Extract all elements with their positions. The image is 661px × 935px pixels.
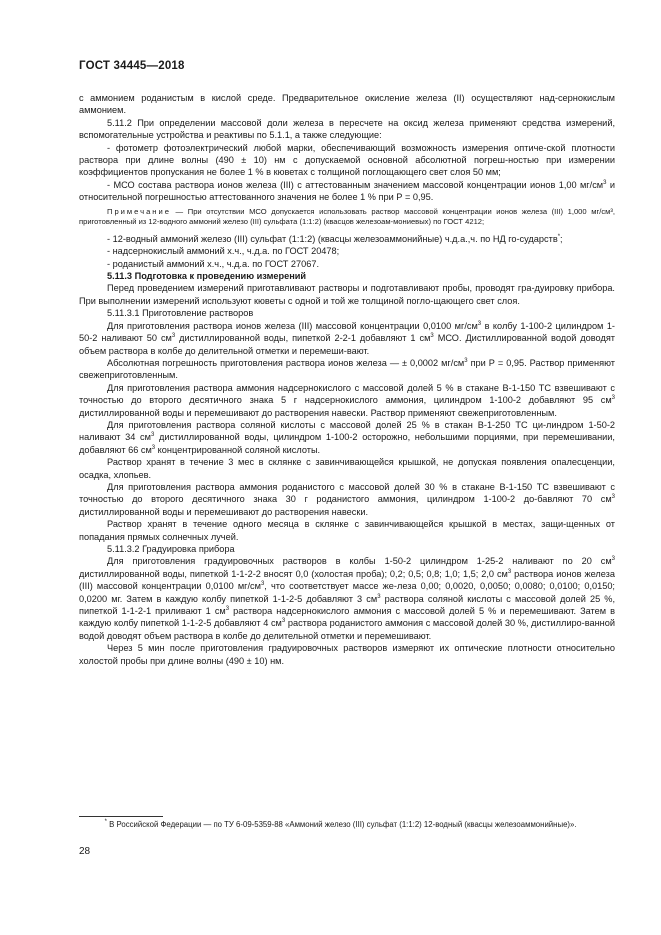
paragraph: Для приготовления градуировочных растворов в колбы 1-50-2 цилиндром 1-25-2 наливают по 20 $см^3$ дистиллированной воды, пипеткой 1-1-2-2 вносят 0,0 (холостая проба); 0,2; 0,5; 0,8; 1,0; 1,5; 2,0 $см^3$ раствора ионов железа (III) массовой концентрации 0,0100 $мг/см^3$, что соответствует массе же-леза 0,00; 0,0020, 0,0050; 0,0080; 0,0100; 0,0150; 0,0200 мг. Затем в каждую колбу пипеткой 1-1-2-5 добавляют 3 $см^3$ раствора соляной кислоты с массовой долей 25 %, пипеткой 1-1-2-1 приливают 1 $см^3$ раствора надсернокислого аммония с массовой долей 5 % и перемешивают. Затем в каждую колбу пипеткой 1-1-2-5 добавляют 4 $см^3$ раствора роданистого аммония с массовой долей 30 %, дистиллиро-ванной водой доводят объем раствора в колбе до делительной отметки и перемешивают. [79, 556, 616, 641]
paragraph: Для приготовления раствора соляной кислоты с массовой долей 25 % в стакан В-1-250 ТС ци-линдром 1-50-2 наливают 34 $см^3$ дистиллированной воды, цилиндром 1-100-2 осторожно, небольшими порциями, при перемешивании, добавляют 66 $см^3$ концентрированной соляной кислоты. [79, 419, 615, 455]
document-body [79, 92, 615, 667]
subsection-heading: 5.11.3.2 Градуировка прибора [107, 544, 235, 554]
paragraph: Для приготовления раствора аммония надсернокислого с массовой долей 5 % в стакане В-1-150 ТС взвешивают с точностью до второго десятичного знака 5 г надсернокислого аммония, цилиндром 1-100-2 добавляют 95 $см^3$ дистиллированной воды и перемешивают до растворения навески. Раствор применяют свежеприготовленным. [79, 382, 615, 418]
paragraph: с аммонием роданистым в кислой среде. Предварительное окисление железа (II) осуществляют над-сернокислым аммонием. [79, 93, 615, 116]
paragraph: Раствор хранят в течение 3 мес в склянке с завинчивающейся крышкой, не допуская появления опалесценции, осадка, хлопьев. [79, 457, 615, 480]
footnote-divider [79, 816, 163, 817]
list-item: - МСО состава раствора ионов железа (III) с аттестованным значением массовой концентрации ионов 1,00 $мг/см^3$ и относительной погрешностью аттестованного значения не более 1 % при Р = 0,95. [79, 179, 615, 203]
note-label: Примечание [107, 206, 171, 216]
paragraph: Через 5 мин после приготовления градуировочных растворов измеряют их оптические плотности относительно холостой пробы при длине волны (490 ± 10) нм. [79, 643, 615, 666]
paragraph: 5.11.2 При определении массовой доли железа в пересчете на оксид железа применяют средства измерений, вспомогательные устройства и реактивы по 5.1.1, а также следующие: [79, 117, 615, 141]
paragraph: Для приготовления раствора аммония роданистого с массовой долей 30 % в стакане В-1-150 ТС взвешивают с точностью до второго десятичного знака 30 г роданистого аммония, цилиндром 1-100-2 до-бавляют 70 $см^3$ дистиллированной воды и перемешивают до растворения навески. [79, 481, 615, 517]
footnote [79, 820, 615, 831]
footnote-mark: * [104, 819, 107, 825]
list-item: - фотометр фотоэлектрический любой марки, обеспечивающий возможность измерения оптиче-ской плотности раствора при длине волны (490 ± 10) нм с допускаемой основной абсолютной погреш-ностью при измерении коэффициентов пропускания не более 1 % в кюветах с толщиной поглощающего свет слоя 50 мм; [79, 142, 615, 178]
paragraph: Для приготовления раствора ионов железа (III) массовой концентрации 0,0100 $мг/см^3$ в колбу 1-100-2 цилиндром 1-50-2 наливают 50 $см^3$ дистиллированной воды, пипеткой 2-2-1 добавляют 1 $см^3$ МСО. Дистиллированной водой доводят объем раствора в колбе до делительной отметки и перемеши-вают. [79, 320, 616, 356]
footnote-text: В Российской Федерации — по ТУ 6-09-5359-88 «Аммоний железо (III) сульфат (1:1:2) 12-водный (квасцы железоаммонийные)». [107, 820, 577, 829]
list-item: - роданистый аммоний х.ч., ч.д.а. по ГОСТ 27067. [107, 258, 320, 269]
subsection-heading: 5.11.3.1 Приготовление растворов [107, 308, 254, 319]
note: Примечание — При отсутствии МСО допускается использовать раствор массовой концентрации ионов железа (III) 1,000 мг/см³, приготовленный из 12-водного аммоний железо (III) сульфата (1:1:2) (квасцов железоам-мониевых) по ГОСТ 4212; [79, 206, 615, 227]
paragraph: Перед проведением измерений приготавливают растворы и подготавливают пробы, проводят гра-дуировку прибора. При выполнении измерений используют кюветы с одной и той же толщиной погло-щающего свет слоя. [79, 283, 615, 306]
page-number: 28 [79, 846, 91, 857]
page-header: ГОСТ 34445—2018 [79, 60, 185, 72]
list-item: - 12-водный аммоний железо (III) сульфат (1:1:2) (квасцы железоаммонийные) ч.д.а.,ч. по НД го-сударств*; [107, 233, 563, 244]
paragraph: Абсолютная погрешность приготовления раствора ионов железа — ± 0,0002 $мг/см^3$ при Р = 0,95. Раствор применяют свежеприготовленным. [79, 357, 615, 381]
list-item: - надсернокислый аммоний х.ч., ч.д.а. по ГОСТ 20478; [107, 246, 340, 257]
section-heading: 5.11.3 Подготовка к проведению измерений [107, 271, 307, 282]
paragraph: Раствор хранят в течение одного месяца в склянке с завинчивающейся крышкой в местах, защи-щенных от попадания прямых солнечных лучей. [79, 519, 615, 542]
